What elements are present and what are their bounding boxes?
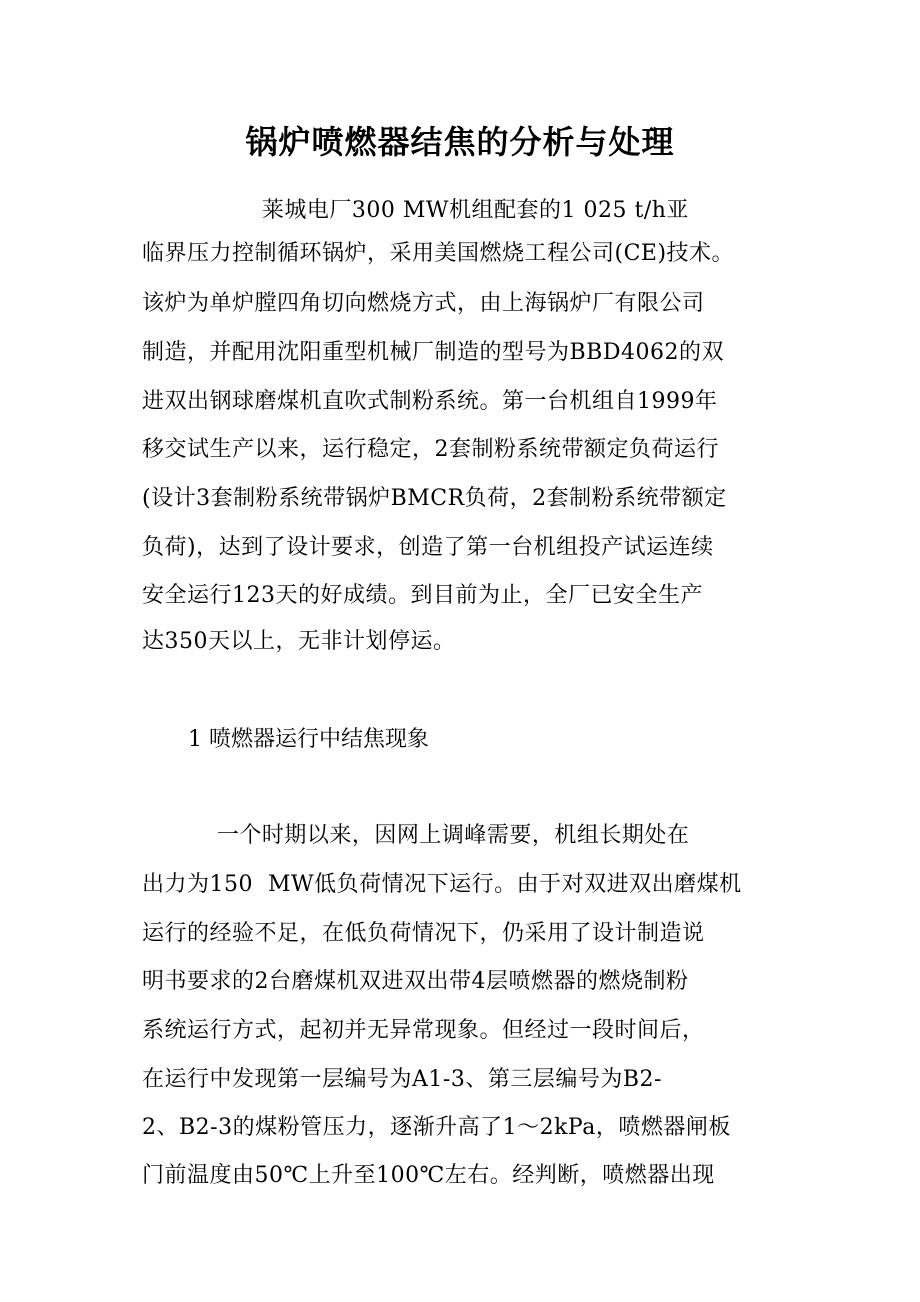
paragraph-2-line: 门前温度由50℃上升至100℃左右。经判断，喷燃器出现 [142, 1163, 715, 1188]
paragraph-2-line: 运行的经验不足，在低负荷情况下，仍采用了设计制造说 [142, 921, 705, 946]
document-title: 锅炉喷燃器结焦的分析与处理 [245, 123, 675, 161]
paragraph-2-line: 在运行中发现第一层编号为A1-3、第三层编号为B2- [142, 1067, 662, 1092]
paragraph-2-line: 系统运行方式，起初并无异常现象。但经过一段时间后， [142, 1018, 705, 1043]
paragraph-1-line: 制造，并配用沈阳重型机械厂制造的型号为BBD4062的双 [142, 340, 724, 365]
paragraph-1-line: 进双出钢球磨煤机直吹式制粉系统。第一台机组自1999年 [142, 389, 718, 414]
paragraph-2-line: 2、B2-3的煤粉管压力，逐渐升高了1～2kPa，喷燃器闸板 [142, 1115, 731, 1140]
paragraph-1-line: 达350天以上，无非计划停运。 [142, 629, 456, 654]
section-heading: 1 喷燃器运行中结焦现象 [188, 727, 429, 752]
paragraph-1-line: 莱城电厂300 MW机组配套的1 025 t/h亚 [142, 198, 689, 223]
paragraph-1-line: 负荷)，达到了设计要求，创造了第一台机组投产试运连续 [142, 535, 714, 560]
paragraph-1-line: 移交试生产以来，运行稳定，2套制粉系统带额定负荷运行 [142, 437, 719, 462]
paragraph-2-line: 出力为150 MW低负荷情况下运行。由于对双进双出磨煤机 [142, 872, 742, 897]
paragraph-1-line: (设计3套制粉系统带锅炉BMCR负荷，2套制粉系统带额定 [142, 486, 727, 511]
paragraph-1-line: 该炉为单炉膛四角切向燃烧方式，由上海锅炉厂有限公司 [142, 291, 705, 316]
paragraph-2-line: 明书要求的2台磨煤机双进双出带4层喷燃器的燃烧制粉 [142, 969, 689, 994]
paragraph-1-line: 临界压力控制循环锅炉，采用美国燃烧工程公司(CE)技术。 [142, 241, 735, 266]
paragraph-1-line: 安全运行123天的好成绩。到目前为止，全厂已安全生产 [142, 583, 703, 608]
paragraph-2-line: 一个时期以来，因网上调峰需要，机组长期处在 [142, 823, 690, 848]
